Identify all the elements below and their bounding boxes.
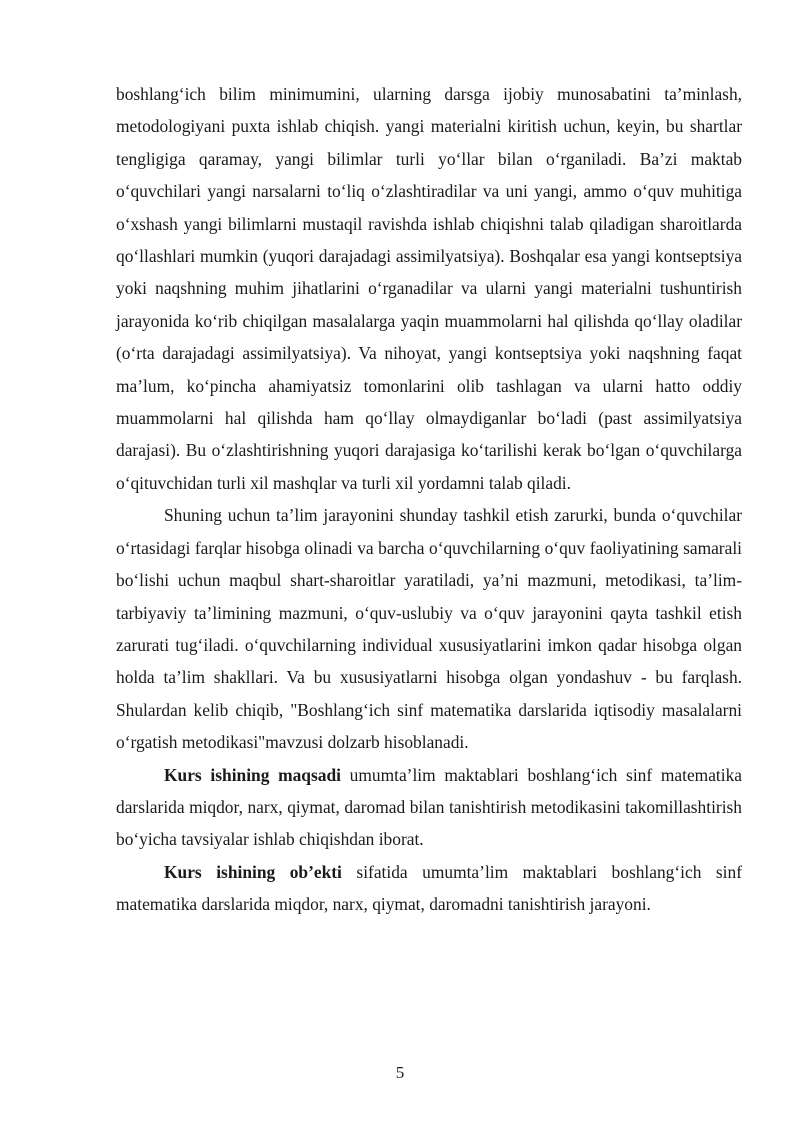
paragraph-course-object xyxy=(116,856,742,921)
paragraph-lead-bold: Kurs ishining maqsadi xyxy=(164,764,341,785)
paragraph-text: sifatida umumta’lim maktablari boshlang‘ich sinf matematika darslarida miqdor, narx, qiymat, daromadni tanishtirish jarayoni. xyxy=(116,861,743,915)
paragraph-lead-bold: Kurs ishining ob’ekti xyxy=(164,861,342,882)
paragraph-differentiation xyxy=(116,499,742,758)
paragraph-text: umumta’lim maktablari boshlang‘ich sinf matematika darslarida miqdor, narx, qiymat, daromad bilan tanishtirish metodikasini takomillashtirish bo‘yicha tavsiyalar ishlab chiqishdan iborat. xyxy=(116,764,742,850)
paragraph-course-goal xyxy=(116,759,742,856)
paragraph-assimilation-levels xyxy=(116,78,742,499)
paragraph-text: Shuning uchun ta’lim jarayonini shunday tashkil etish zarurki, bunda o‘quvchilar o‘rtasidagi farqlar hisobga olinadi va barcha o‘quvchilarning o‘quv faoliyatining samarali bo‘lishi uchun maqbul shart-sharoitlar yaratiladi, ya’ni mazmuni, metodikasi, ta’lim-tarbiyaviy ta’limining mazmuni, o‘quv-uslubiy va o‘quv jarayonini qayta tashkil etish zarurati tug‘iladi. o‘quvchilarning individual xususiyatlarini imkon qadar hisobga olgan holda ta’lim shakllari. Va bu xususiyatlarni hisobga olgan yondashuv - bu farqlash. Shulardan kelib chiqib, "Boshlang‘ich sinf matematika darslarida iqtisodiy masalalarni o‘rgatish metodikasi"mavzusi dolzarb hisoblanadi. xyxy=(116,505,742,753)
paragraph-text: boshlang‘ich bilim minimumini, ularning darsga ijobiy munosabatini ta’minlash, metodologiyani puxta ishlab chiqish. yangi materialni kiritish uchun, keyin, bu shartlar tengligiga qaramay, yangi bilimlar turli yo‘llar bilan o‘rganiladi. Ba’zi maktab o‘quvchilari yangi narsalarni to‘liq o‘zlashtiradilar va uni yangi, ammo o‘quv muhitiga o‘xshash yangi bilimlarni mustaqil ravishda ishlab chiqishni talab qiladigan sharoitlarda qo‘llashlari mumkin (yuqori darajadagi assimilyatsiya). Boshqalar esa yangi kontseptsiya yoki naqshning muhim jihatlarini o‘rganadilar va ularni yangi materialni tushuntirish jarayonida ko‘rib chiqilgan masalalarga yaqin muammolarni hal qilishda qo‘llay oladilar (o‘rta darajadagi assimilyatsiya). Va nihoyat, yangi kontseptsiya yoki naqshning faqat ma’lum, ko‘pincha ahamiyatsiz tomonlarini olib tashlagan va ularni hatto oddiy muammolarni hal qilishda ham qo‘llay olmaydiganlar bo‘ladi (past assimilyatsiya darajasi). Bu o‘zlashtirishning yuqori darajasiga ko‘tarilishi kerak bo‘lgan o‘quvchilarga o‘qituvchidan turli xil mashqlar va turli xil yordamni talab qiladi. xyxy=(116,84,742,493)
document-page xyxy=(116,78,742,921)
page-number: 5 xyxy=(395,1063,405,1082)
